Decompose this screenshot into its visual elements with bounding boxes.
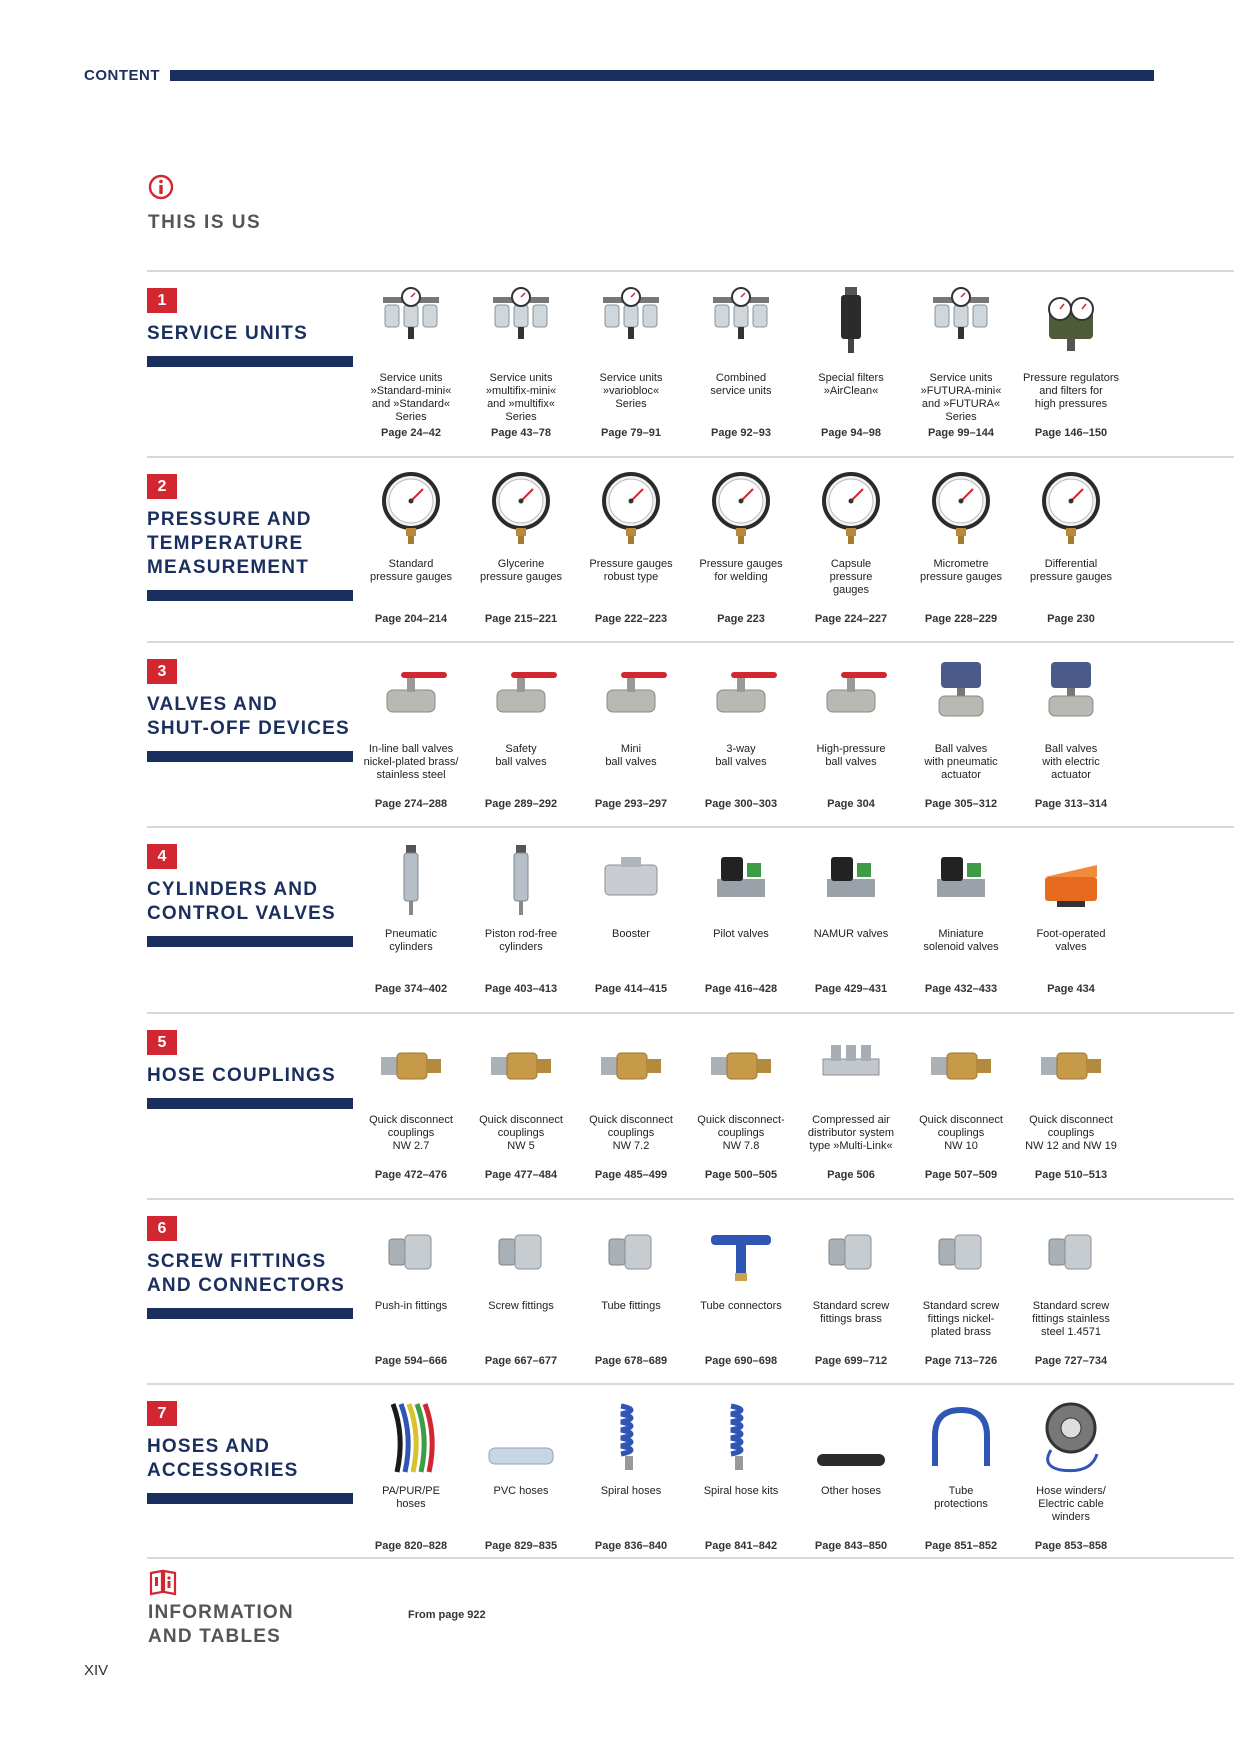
catalog-item[interactable] <box>466 834 576 1004</box>
item-page-ref[interactable]: Page 300–303 <box>704 798 778 810</box>
item-page-ref[interactable]: Page 92–93 <box>711 427 771 439</box>
catalog-item[interactable] <box>576 649 686 819</box>
catalog-item[interactable] <box>466 278 576 448</box>
section-5 <box>147 1012 1234 1198</box>
item-label: Standard screw fittings brass <box>812 1300 890 1325</box>
item-page-ref[interactable]: Page 500–505 <box>704 1169 778 1181</box>
item-label: Standard screw fittings nickel- plated brass <box>922 1300 1000 1338</box>
item-page-ref[interactable]: Page 853–858 <box>1034 1540 1108 1552</box>
catalog-item[interactable] <box>686 278 796 448</box>
catalog-item[interactable] <box>356 649 466 819</box>
section-6 <box>147 1198 1234 1384</box>
item-label: Foot-operated valves <box>1036 928 1106 953</box>
hose-icon <box>811 1395 891 1477</box>
header-bar <box>170 70 1154 81</box>
catalog-item[interactable] <box>576 834 686 1004</box>
section-number-badge: 4 <box>147 844 177 869</box>
item-label: Spiral hose kits <box>703 1485 779 1497</box>
item-page-ref[interactable]: Page 223 <box>717 613 765 625</box>
section-divider <box>147 1012 1234 1014</box>
item-label: Safety ball valves <box>495 743 547 768</box>
cylinder-icon <box>371 838 451 920</box>
item-label: PA/PUR/PE hoses <box>382 1485 440 1510</box>
item-label: Compressed air distributor system type »Multi-Link« <box>807 1114 895 1152</box>
ball-valve-icon <box>371 653 451 735</box>
section-divider <box>147 641 1234 643</box>
item-page-ref[interactable]: Page 429–431 <box>814 983 888 995</box>
spiral-hose-icon <box>701 1395 781 1477</box>
item-label: Pressure regulators and filters for high pressures <box>1023 372 1119 410</box>
item-page-ref[interactable]: Page 274–288 <box>374 798 448 810</box>
item-label: Standard screw fittings stainless steel 1.4571 <box>1032 1300 1110 1338</box>
catalog-item[interactable] <box>466 1020 576 1190</box>
item-label: Tube connectors <box>700 1300 782 1312</box>
item-label: Pilot valves <box>713 928 769 940</box>
item-label: Tube protections <box>934 1485 988 1510</box>
catalog-item[interactable] <box>1016 1020 1126 1190</box>
booster-icon <box>591 838 671 920</box>
fitting-icon <box>1031 1210 1111 1292</box>
item-page-ref[interactable]: Page 507–509 <box>924 1169 998 1181</box>
item-label: Ball valves with electric actuator <box>1042 743 1100 781</box>
hose-loop-icon <box>921 1395 1001 1477</box>
gauge-icon <box>591 468 671 550</box>
regulator-icon <box>1031 282 1111 364</box>
item-page-ref[interactable]: Page 510–513 <box>1034 1169 1108 1181</box>
filter-icon <box>811 282 891 364</box>
catalog-item[interactable] <box>906 649 1016 819</box>
section-7 <box>147 1383 1234 1569</box>
intro-title: THIS IS US <box>148 212 262 233</box>
section-underline <box>147 590 353 601</box>
coupling-icon <box>481 1024 561 1106</box>
section-title[interactable]: SERVICE UNITS <box>147 323 308 344</box>
item-page-ref[interactable]: Page 222–223 <box>594 613 668 625</box>
item-page-ref[interactable]: Page 374–402 <box>374 983 448 995</box>
service-unit-icon <box>481 282 561 364</box>
ball-valve-icon <box>701 653 781 735</box>
info-title: INFORMATION AND TABLES <box>148 1602 294 1647</box>
catalog-item[interactable] <box>906 1391 1016 1561</box>
section-underline <box>147 356 353 367</box>
item-label: Service units »FUTURA-mini« and »FUTURA« Series <box>920 372 1002 423</box>
ball-valve-icon <box>811 653 891 735</box>
item-page-ref[interactable]: Page 289–292 <box>484 798 558 810</box>
item-label: Other hoses <box>821 1485 881 1497</box>
catalog-item[interactable] <box>356 278 466 448</box>
item-page-ref[interactable]: Page 304 <box>827 798 875 810</box>
item-page-ref[interactable]: Page 414–415 <box>594 983 668 995</box>
section-divider <box>147 270 1234 272</box>
coupling-icon <box>921 1024 1001 1106</box>
item-page-ref[interactable]: Page 215–221 <box>484 613 558 625</box>
section-underline <box>147 1493 353 1504</box>
item-page-ref[interactable]: Page 146–150 <box>1034 427 1108 439</box>
section-underline <box>147 1308 353 1319</box>
info-circle-icon <box>148 174 174 200</box>
info-page[interactable]: From page 922 <box>408 1609 486 1621</box>
section-title[interactable]: CYLINDERS AND CONTROL VALVES <box>147 879 336 924</box>
coupling-icon <box>701 1024 781 1106</box>
catalog-item[interactable] <box>796 1391 906 1561</box>
section-number-badge: 3 <box>147 659 177 684</box>
tee-connector-icon <box>701 1210 781 1292</box>
section-divider <box>147 1383 1234 1385</box>
gauge-icon <box>371 468 451 550</box>
catalog-item[interactable] <box>1016 649 1126 819</box>
item-page-ref[interactable]: Page 713–726 <box>924 1355 998 1367</box>
item-label: Quick disconnect couplings NW 5 <box>479 1114 563 1152</box>
item-page-ref[interactable]: Page 293–297 <box>594 798 668 810</box>
section-underline <box>147 1098 353 1109</box>
fitting-icon <box>921 1210 1001 1292</box>
item-page-ref[interactable]: Page 841–842 <box>704 1540 778 1552</box>
item-label: Special filters »AirClean« <box>818 372 884 397</box>
catalog-item[interactable] <box>796 834 906 1004</box>
item-page-ref[interactable]: Page 230 <box>1047 613 1095 625</box>
item-page-ref[interactable]: Page 678–689 <box>594 1355 668 1367</box>
catalog-item[interactable] <box>686 1391 796 1561</box>
catalog-item[interactable] <box>466 649 576 819</box>
solenoid-valve-icon <box>701 838 781 920</box>
catalog-item[interactable] <box>1016 1391 1126 1561</box>
section-title[interactable]: PRESSURE AND TEMPERATURE MEASUREMENT <box>147 509 312 578</box>
catalog-item[interactable] <box>356 464 466 634</box>
catalog-item[interactable] <box>686 1206 796 1376</box>
fitting-icon <box>591 1210 671 1292</box>
catalog-item[interactable] <box>1016 278 1126 448</box>
catalog-item[interactable] <box>686 1020 796 1190</box>
item-label: Quick disconnect- couplings NW 7.8 <box>697 1114 785 1152</box>
catalog-item[interactable] <box>906 1206 1016 1376</box>
distributor-icon <box>811 1024 891 1106</box>
section-number-badge: 6 <box>147 1216 177 1241</box>
item-page-ref[interactable]: Page 727–734 <box>1034 1355 1108 1367</box>
section-underline <box>147 936 353 947</box>
catalog-item[interactable] <box>686 834 796 1004</box>
pvc-hose-icon <box>481 1395 561 1477</box>
header-label: CONTENT <box>84 67 160 84</box>
fitting-icon <box>481 1210 561 1292</box>
item-label: Differential pressure gauges <box>1030 558 1112 583</box>
catalog-item[interactable] <box>686 464 796 634</box>
item-label: Pneumatic cylinders <box>385 928 437 953</box>
section-divider <box>147 1198 1234 1200</box>
item-page-ref[interactable]: Page 829–835 <box>484 1540 558 1552</box>
item-label: Pressure gauges for welding <box>699 558 783 583</box>
catalog-item[interactable] <box>576 464 686 634</box>
section-divider <box>147 1557 1234 1559</box>
catalog-item[interactable] <box>356 1020 466 1190</box>
item-label: 3-way ball valves <box>715 743 767 768</box>
item-label: Pressure gauges robust type <box>589 558 673 583</box>
item-page-ref[interactable]: Page 24–42 <box>381 427 441 439</box>
item-label: Micrometre pressure gauges <box>920 558 1002 583</box>
section-divider <box>147 826 1234 828</box>
section-number-badge: 5 <box>147 1030 177 1055</box>
coupling-icon <box>591 1024 671 1106</box>
catalog-item[interactable] <box>686 649 796 819</box>
item-label: PVC hoses <box>493 1485 549 1497</box>
item-label: Push-in fittings <box>374 1300 448 1312</box>
fitting-icon <box>371 1210 451 1292</box>
service-unit-icon <box>701 282 781 364</box>
item-page-ref[interactable]: Page 485–499 <box>594 1169 668 1181</box>
catalog-item[interactable] <box>576 1391 686 1561</box>
page-number: XIV <box>84 1662 109 1679</box>
section-title[interactable]: VALVES AND SHUT-OFF DEVICES <box>147 694 350 739</box>
item-page-ref[interactable]: Page 594–666 <box>374 1355 448 1367</box>
item-page-ref[interactable]: Page 506 <box>827 1169 875 1181</box>
item-label: Hose winders/ Electric cable winders <box>1036 1485 1106 1523</box>
item-label: Quick disconnect couplings NW 12 and NW 19 <box>1025 1114 1117 1152</box>
item-label: Booster <box>612 928 650 940</box>
item-label: Tube fittings <box>601 1300 661 1312</box>
solenoid-valve-icon <box>811 838 891 920</box>
item-page-ref[interactable]: Page 851–852 <box>924 1540 998 1552</box>
cylinder-icon <box>481 838 561 920</box>
item-label: Service units »multifix-mini« and »multifix« Series <box>485 372 557 423</box>
gauge-icon <box>701 468 781 550</box>
gauge-icon <box>1031 468 1111 550</box>
catalog-item[interactable] <box>466 1391 576 1561</box>
item-page-ref[interactable]: Page 99–144 <box>927 427 995 439</box>
item-label: High-pressure ball valves <box>816 743 886 768</box>
catalog-item[interactable] <box>466 1206 576 1376</box>
item-page-ref[interactable]: Page 79–91 <box>601 427 661 439</box>
item-label: Mini ball valves <box>605 743 657 768</box>
catalog-item[interactable] <box>576 1206 686 1376</box>
item-label: Spiral hoses <box>600 1485 662 1497</box>
catalog-item[interactable] <box>1016 834 1126 1004</box>
catalog-item[interactable] <box>796 1206 906 1376</box>
item-label: NAMUR valves <box>813 928 889 940</box>
item-page-ref[interactable]: Page 843–850 <box>814 1540 888 1552</box>
catalog-item[interactable] <box>796 1020 906 1190</box>
catalog-item[interactable] <box>576 1020 686 1190</box>
item-label: Quick disconnect couplings NW 2.7 <box>369 1114 453 1152</box>
catalog-item[interactable] <box>906 464 1016 634</box>
item-label: Capsule pressure gauges <box>829 558 873 596</box>
spiral-hose-icon <box>591 1395 671 1477</box>
section-title[interactable]: HOSE COUPLINGS <box>147 1065 336 1086</box>
catalog-item[interactable] <box>796 464 906 634</box>
item-page-ref[interactable]: Page 699–712 <box>814 1355 888 1367</box>
catalog-item[interactable] <box>576 278 686 448</box>
foot-valve-icon <box>1031 838 1111 920</box>
book-icon <box>149 1568 177 1596</box>
item-label: Combined service units <box>710 372 772 397</box>
item-page-ref[interactable]: Page 416–428 <box>704 983 778 995</box>
hose-reel-icon <box>1031 1395 1111 1477</box>
section-2 <box>147 456 1234 642</box>
catalog-item[interactable] <box>1016 464 1126 634</box>
catalog-item[interactable] <box>356 1206 466 1376</box>
section-number-badge: 1 <box>147 288 177 313</box>
service-unit-icon <box>921 282 1001 364</box>
gauge-icon <box>921 468 1001 550</box>
item-page-ref[interactable]: Page 313–314 <box>1034 798 1108 810</box>
item-page-ref[interactable]: Page 820–828 <box>374 1540 448 1552</box>
item-page-ref[interactable]: Page 403–413 <box>484 983 558 995</box>
item-label: In-line ball valves nickel-plated brass/ stainless steel <box>363 743 459 781</box>
ball-valve-icon <box>481 653 561 735</box>
item-page-ref[interactable]: Page 204–214 <box>374 613 448 625</box>
item-page-ref[interactable]: Page 477–484 <box>484 1169 558 1181</box>
service-unit-icon <box>371 282 451 364</box>
item-page-ref[interactable]: Page 305–312 <box>924 798 998 810</box>
item-page-ref[interactable]: Page 94–98 <box>821 427 881 439</box>
item-label: Service units »Standard-mini« and »Standard« Series <box>370 372 452 423</box>
section-divider <box>147 456 1234 458</box>
service-unit-icon <box>591 282 671 364</box>
item-label: Ball valves with pneumatic actuator <box>924 743 998 781</box>
ball-valve-icon <box>591 653 671 735</box>
item-label: Piston rod-free cylinders <box>484 928 558 953</box>
section-1 <box>147 270 1234 456</box>
catalog-item[interactable] <box>1016 1206 1126 1376</box>
item-page-ref[interactable]: Page 472–476 <box>374 1169 448 1181</box>
item-page-ref[interactable]: Page 667–677 <box>484 1355 558 1367</box>
item-page-ref[interactable]: Page 224–227 <box>814 613 888 625</box>
item-label: Miniature solenoid valves <box>923 928 999 953</box>
coupling-icon <box>1031 1024 1111 1106</box>
item-label: Glycerine pressure gauges <box>480 558 562 583</box>
section-underline <box>147 751 353 762</box>
gauge-icon <box>811 468 891 550</box>
section-title[interactable]: SCREW FITTINGS AND CONNECTORS <box>147 1251 346 1296</box>
catalog-item[interactable] <box>466 464 576 634</box>
item-page-ref[interactable]: Page 228–229 <box>924 613 998 625</box>
item-page-ref[interactable]: Page 836–840 <box>594 1540 668 1552</box>
fitting-icon <box>811 1210 891 1292</box>
item-page-ref[interactable]: Page 434 <box>1047 983 1095 995</box>
item-label: Standard pressure gauges <box>370 558 452 583</box>
section-4 <box>147 826 1234 1012</box>
item-page-ref[interactable]: Page 432–433 <box>924 983 998 995</box>
item-page-ref[interactable]: Page 690–698 <box>704 1355 778 1367</box>
catalog-item[interactable] <box>356 1391 466 1561</box>
gauge-icon <box>481 468 561 550</box>
item-label: Quick disconnect couplings NW 10 <box>919 1114 1003 1152</box>
section-number-badge: 2 <box>147 474 177 499</box>
actuator-valve-icon <box>921 653 1001 735</box>
catalog-item[interactable] <box>906 278 1016 448</box>
catalog-item[interactable] <box>356 834 466 1004</box>
hose-bundle-icon <box>371 1395 451 1477</box>
catalog-item[interactable] <box>796 278 906 448</box>
section-title[interactable]: HOSES AND ACCESSORIES <box>147 1436 299 1481</box>
item-page-ref[interactable]: Page 43–78 <box>491 427 551 439</box>
item-label: Quick disconnect couplings NW 7.2 <box>589 1114 673 1152</box>
section-3 <box>147 641 1234 827</box>
catalog-item[interactable] <box>906 1020 1016 1190</box>
item-label: Service units »variobloc« Series <box>599 372 663 410</box>
solenoid-valve-icon <box>921 838 1001 920</box>
section-number-badge: 7 <box>147 1401 177 1426</box>
actuator-valve-icon <box>1031 653 1111 735</box>
catalog-item[interactable] <box>906 834 1016 1004</box>
item-label: Screw fittings <box>488 1300 554 1312</box>
catalog-item[interactable] <box>796 649 906 819</box>
coupling-icon <box>371 1024 451 1106</box>
